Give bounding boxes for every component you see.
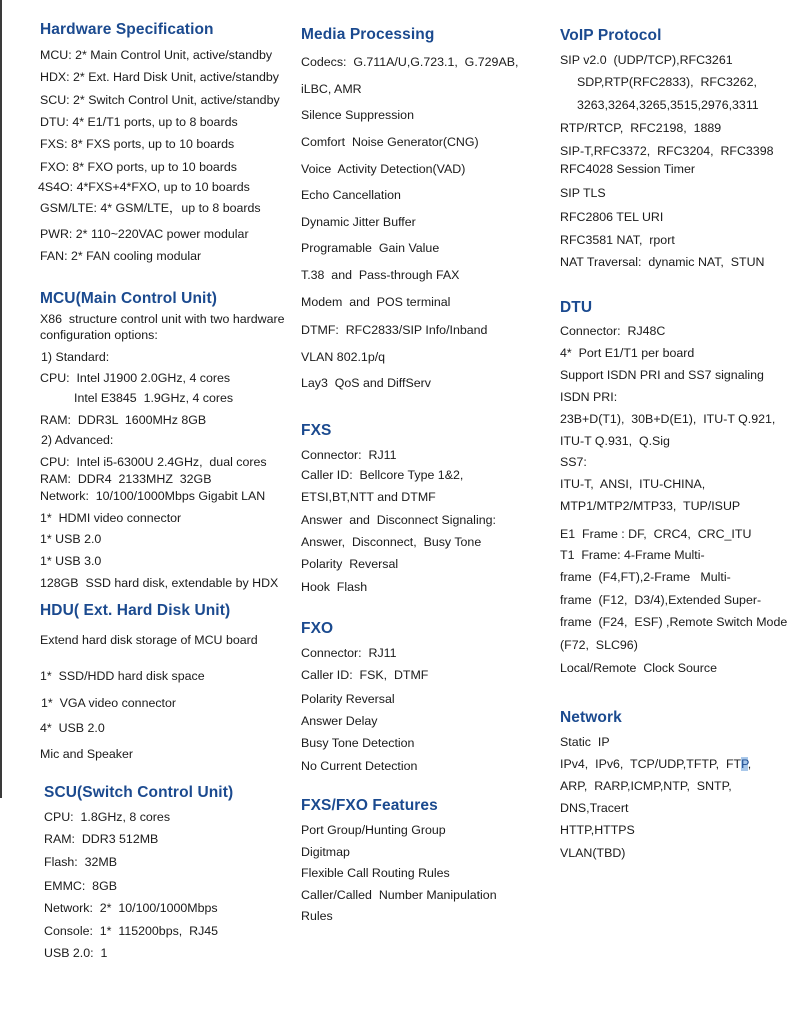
hardware-item: SCU: 2* Switch Control Unit, active/standby xyxy=(40,93,280,107)
network-item: Static IP xyxy=(560,735,610,749)
scu-item: EMMC: 8GB xyxy=(44,879,117,893)
fxs-item: ETSI,BT,NTT and DTMF xyxy=(301,490,436,504)
dtu-item: E1 Frame : DF, CRC4, CRC_ITU xyxy=(560,527,752,541)
text-selection-highlight: P xyxy=(741,757,748,771)
dtu-item: MTP1/MTP2/MTP33, TUP/ISUP xyxy=(560,499,741,513)
dtu-item: (F72, SLC96) xyxy=(560,638,638,652)
voip-item: SIP-T,RFC3372, RFC3204, RFC3398 xyxy=(560,144,774,158)
hardware-spec-heading: Hardware Specification xyxy=(40,21,214,38)
mcu-item: 1* USB 2.0 xyxy=(40,532,102,546)
fxsfxo-item: Rules xyxy=(301,909,333,923)
dtu-item: frame (F4,FT),2-Frame Multi- xyxy=(560,570,731,584)
hdu-item: Extend hard disk storage of MCU board xyxy=(40,633,258,647)
dtu-item: Local/Remote Clock Source xyxy=(560,661,718,675)
network-item: HTTP,HTTPS xyxy=(560,823,635,837)
scu-item: Flash: 32MB xyxy=(44,855,117,869)
scu-item: Network: 2* 10/100/1000Mbps xyxy=(44,901,218,915)
media-item: Echo Cancellation xyxy=(301,188,401,202)
fxs-item: Caller ID: Bellcore Type 1&2, xyxy=(301,468,464,482)
fxsfxo-item: Flexible Call Routing Rules xyxy=(301,866,450,880)
media-item: Lay3 QoS and DiffServ xyxy=(301,376,431,390)
fxs-fxo-features-heading: FXS/FXO Features xyxy=(301,797,438,814)
mcu-item: 1* HDMI video connector xyxy=(40,511,182,525)
fxo-item: Caller ID: FSK, DTMF xyxy=(301,668,429,682)
media-item: DTMF: RFC2833/SIP Info/Inband xyxy=(301,323,488,337)
voip-protocol-heading: VoIP Protocol xyxy=(560,27,662,44)
mcu-item: CPU: Intel i5-6300U 2.4GHz, dual cores xyxy=(40,455,267,469)
mcu-item: X86 structure control unit with two hardware xyxy=(40,312,285,326)
hdu-item: 1* VGA video connector xyxy=(41,696,177,710)
voip-item: RTP/RTCP, RFC2198, 1889 xyxy=(560,121,722,135)
fxsfxo-item: Port Group/Hunting Group xyxy=(301,823,446,837)
mcu-item: CPU: Intel J1900 2.0GHz, 4 cores xyxy=(40,371,231,385)
fxo-item: Polarity Reversal xyxy=(301,692,395,706)
hardware-item: HDX: 2* Ext. Hard Disk Unit, active/standby xyxy=(40,70,279,84)
media-item: Codecs: G.711A/U,G.723.1, G.729AB, xyxy=(301,55,519,69)
network-heading: Network xyxy=(560,709,622,726)
dtu-item: 4* Port E1/T1 per board xyxy=(560,346,695,360)
mcu-item: RAM: DDR4 2133MHZ 32GB xyxy=(40,472,212,486)
media-item: Programable Gain Value xyxy=(301,241,440,255)
media-item: Voice Activity Detection(VAD) xyxy=(301,162,466,176)
fxo-item: Answer Delay xyxy=(301,714,378,728)
dtu-item: frame (F24, ESF) ,Remote Switch Mode xyxy=(560,615,788,629)
hdu-item: Mic and Speaker xyxy=(40,747,133,761)
media-item: iLBC, AMR xyxy=(301,82,362,96)
dtu-item: T1 Frame: 4-Frame Multi- xyxy=(560,548,705,562)
mcu-item: 1* USB 3.0 xyxy=(40,554,102,568)
voip-item: SIP TLS xyxy=(560,186,606,200)
mcu-item: Intel E3845 1.9GHz, 4 cores xyxy=(74,391,234,405)
mcu-item: 2) Advanced: xyxy=(41,433,114,447)
network-item: DNS,Tracert xyxy=(560,801,629,815)
hardware-item: 4S4O: 4*FXS+4*FXO, up to 10 boards xyxy=(38,180,250,194)
fxs-heading: FXS xyxy=(301,422,332,439)
voip-item: SDP,RTP(RFC2833), RFC3262, xyxy=(577,75,757,89)
scu-item: CPU: 1.8GHz, 8 cores xyxy=(44,810,171,824)
dtu-item: frame (F12, D3/4),Extended Super- xyxy=(560,593,762,607)
fxo-item: No Current Detection xyxy=(301,759,418,773)
fxs-item: Connector: RJ11 xyxy=(301,448,397,462)
left-border-rule xyxy=(0,0,2,798)
network-item: VLAN(TBD) xyxy=(560,846,626,860)
scu-item: RAM: DDR3 512MB xyxy=(44,832,159,846)
dtu-heading: DTU xyxy=(560,299,593,316)
media-item: VLAN 802.1p/q xyxy=(301,350,386,364)
mcu-item: configuration options: xyxy=(40,328,158,342)
media-item: T.38 and Pass-through FAX xyxy=(301,268,460,282)
fxo-item: Connector: RJ11 xyxy=(301,646,397,660)
scu-item: Console: 1* 115200bps, RJ45 xyxy=(44,924,219,938)
fxsfxo-item: Digitmap xyxy=(301,845,350,859)
hardware-item: DTU: 4* E1/T1 ports, up to 8 boards xyxy=(40,115,238,129)
media-item: Modem and POS terminal xyxy=(301,295,451,309)
voip-item: RFC3581 NAT, rport xyxy=(560,233,675,247)
dtu-item: ISDN PRI: xyxy=(560,390,618,404)
voip-item: 3263,3264,3265,3515,2976,3311 xyxy=(577,98,759,112)
fxo-heading: FXO xyxy=(301,620,334,637)
hardware-item: GSM/LTE: 4* GSM/LTE，up to 8 boards xyxy=(40,201,261,215)
voip-item: NAT Traversal: dynamic NAT, STUN xyxy=(560,255,765,269)
hardware-item: PWR: 2* 110~220VAC power modular xyxy=(40,227,249,241)
network-ip-prefix: IPv4, IPv6, TCP/UDP,TFTP, FT xyxy=(560,757,742,771)
media-item: Comfort Noise Generator(CNG) xyxy=(301,135,479,149)
fxs-item: Polarity Reversal xyxy=(301,557,399,571)
voip-item: SIP v2.0 (UDP/TCP),RFC3261 xyxy=(560,53,733,67)
dtu-item: Support ISDN PRI and SS7 signaling xyxy=(560,368,764,382)
voip-item: RFC2806 TEL URI xyxy=(560,210,664,224)
fxs-item: Answer and Disconnect Signaling: xyxy=(301,513,496,527)
media-item: Dynamic Jitter Buffer xyxy=(301,215,416,229)
mcu-item: RAM: DDR3L 1600MHz 8GB xyxy=(40,413,207,427)
media-processing-heading: Media Processing xyxy=(301,26,435,43)
hdu-heading: HDU( Ext. Hard Disk Unit) xyxy=(40,602,231,619)
fxo-item: Busy Tone Detection xyxy=(301,736,415,750)
dtu-item: ITU-T, ANSI, ITU-CHINA, xyxy=(560,477,706,491)
scu-heading: SCU(Switch Control Unit) xyxy=(44,784,234,801)
dtu-item: ITU-T Q.931, Q.Sig xyxy=(560,434,670,448)
hdu-item: 1* SSD/HDD hard disk space xyxy=(40,669,205,683)
mcu-item: 128GB SSD hard disk, extendable by HDX xyxy=(40,576,279,590)
network-ip-suffix: , xyxy=(747,757,752,771)
network-item-ip xyxy=(560,757,751,771)
voip-item: RFC4028 Session Timer xyxy=(560,162,695,176)
mcu-item: Network: 10/100/1000Mbps Gigabit LAN xyxy=(40,489,266,503)
hardware-item: FXS: 8* FXS ports, up to 10 boards xyxy=(40,137,235,151)
dtu-item: SS7: xyxy=(560,455,587,469)
fxsfxo-item: Caller/Called Number Manipulation xyxy=(301,888,497,902)
media-item: Silence Suppression xyxy=(301,108,414,122)
scu-item: USB 2.0: 1 xyxy=(44,946,108,960)
network-item: ARP, RARP,ICMP,NTP, SNTP, xyxy=(560,779,732,793)
fxs-item: Hook Flash xyxy=(301,580,368,594)
mcu-item: 1) Standard: xyxy=(41,350,110,364)
dtu-item: 23B+D(T1), 30B+D(E1), ITU-T Q.921, xyxy=(560,412,776,426)
fxs-item: Answer, Disconnect, Busy Tone xyxy=(301,535,482,549)
hdu-item: 4* USB 2.0 xyxy=(40,721,105,735)
hardware-item: FAN: 2* FAN cooling modular xyxy=(40,249,202,263)
dtu-item: Connector: RJ48C xyxy=(560,324,666,338)
hardware-item: MCU: 2* Main Control Unit, active/standby xyxy=(40,48,273,62)
mcu-heading: MCU(Main Control Unit) xyxy=(40,290,217,307)
hardware-item: FXO: 8* FXO ports, up to 10 boards xyxy=(40,160,237,174)
